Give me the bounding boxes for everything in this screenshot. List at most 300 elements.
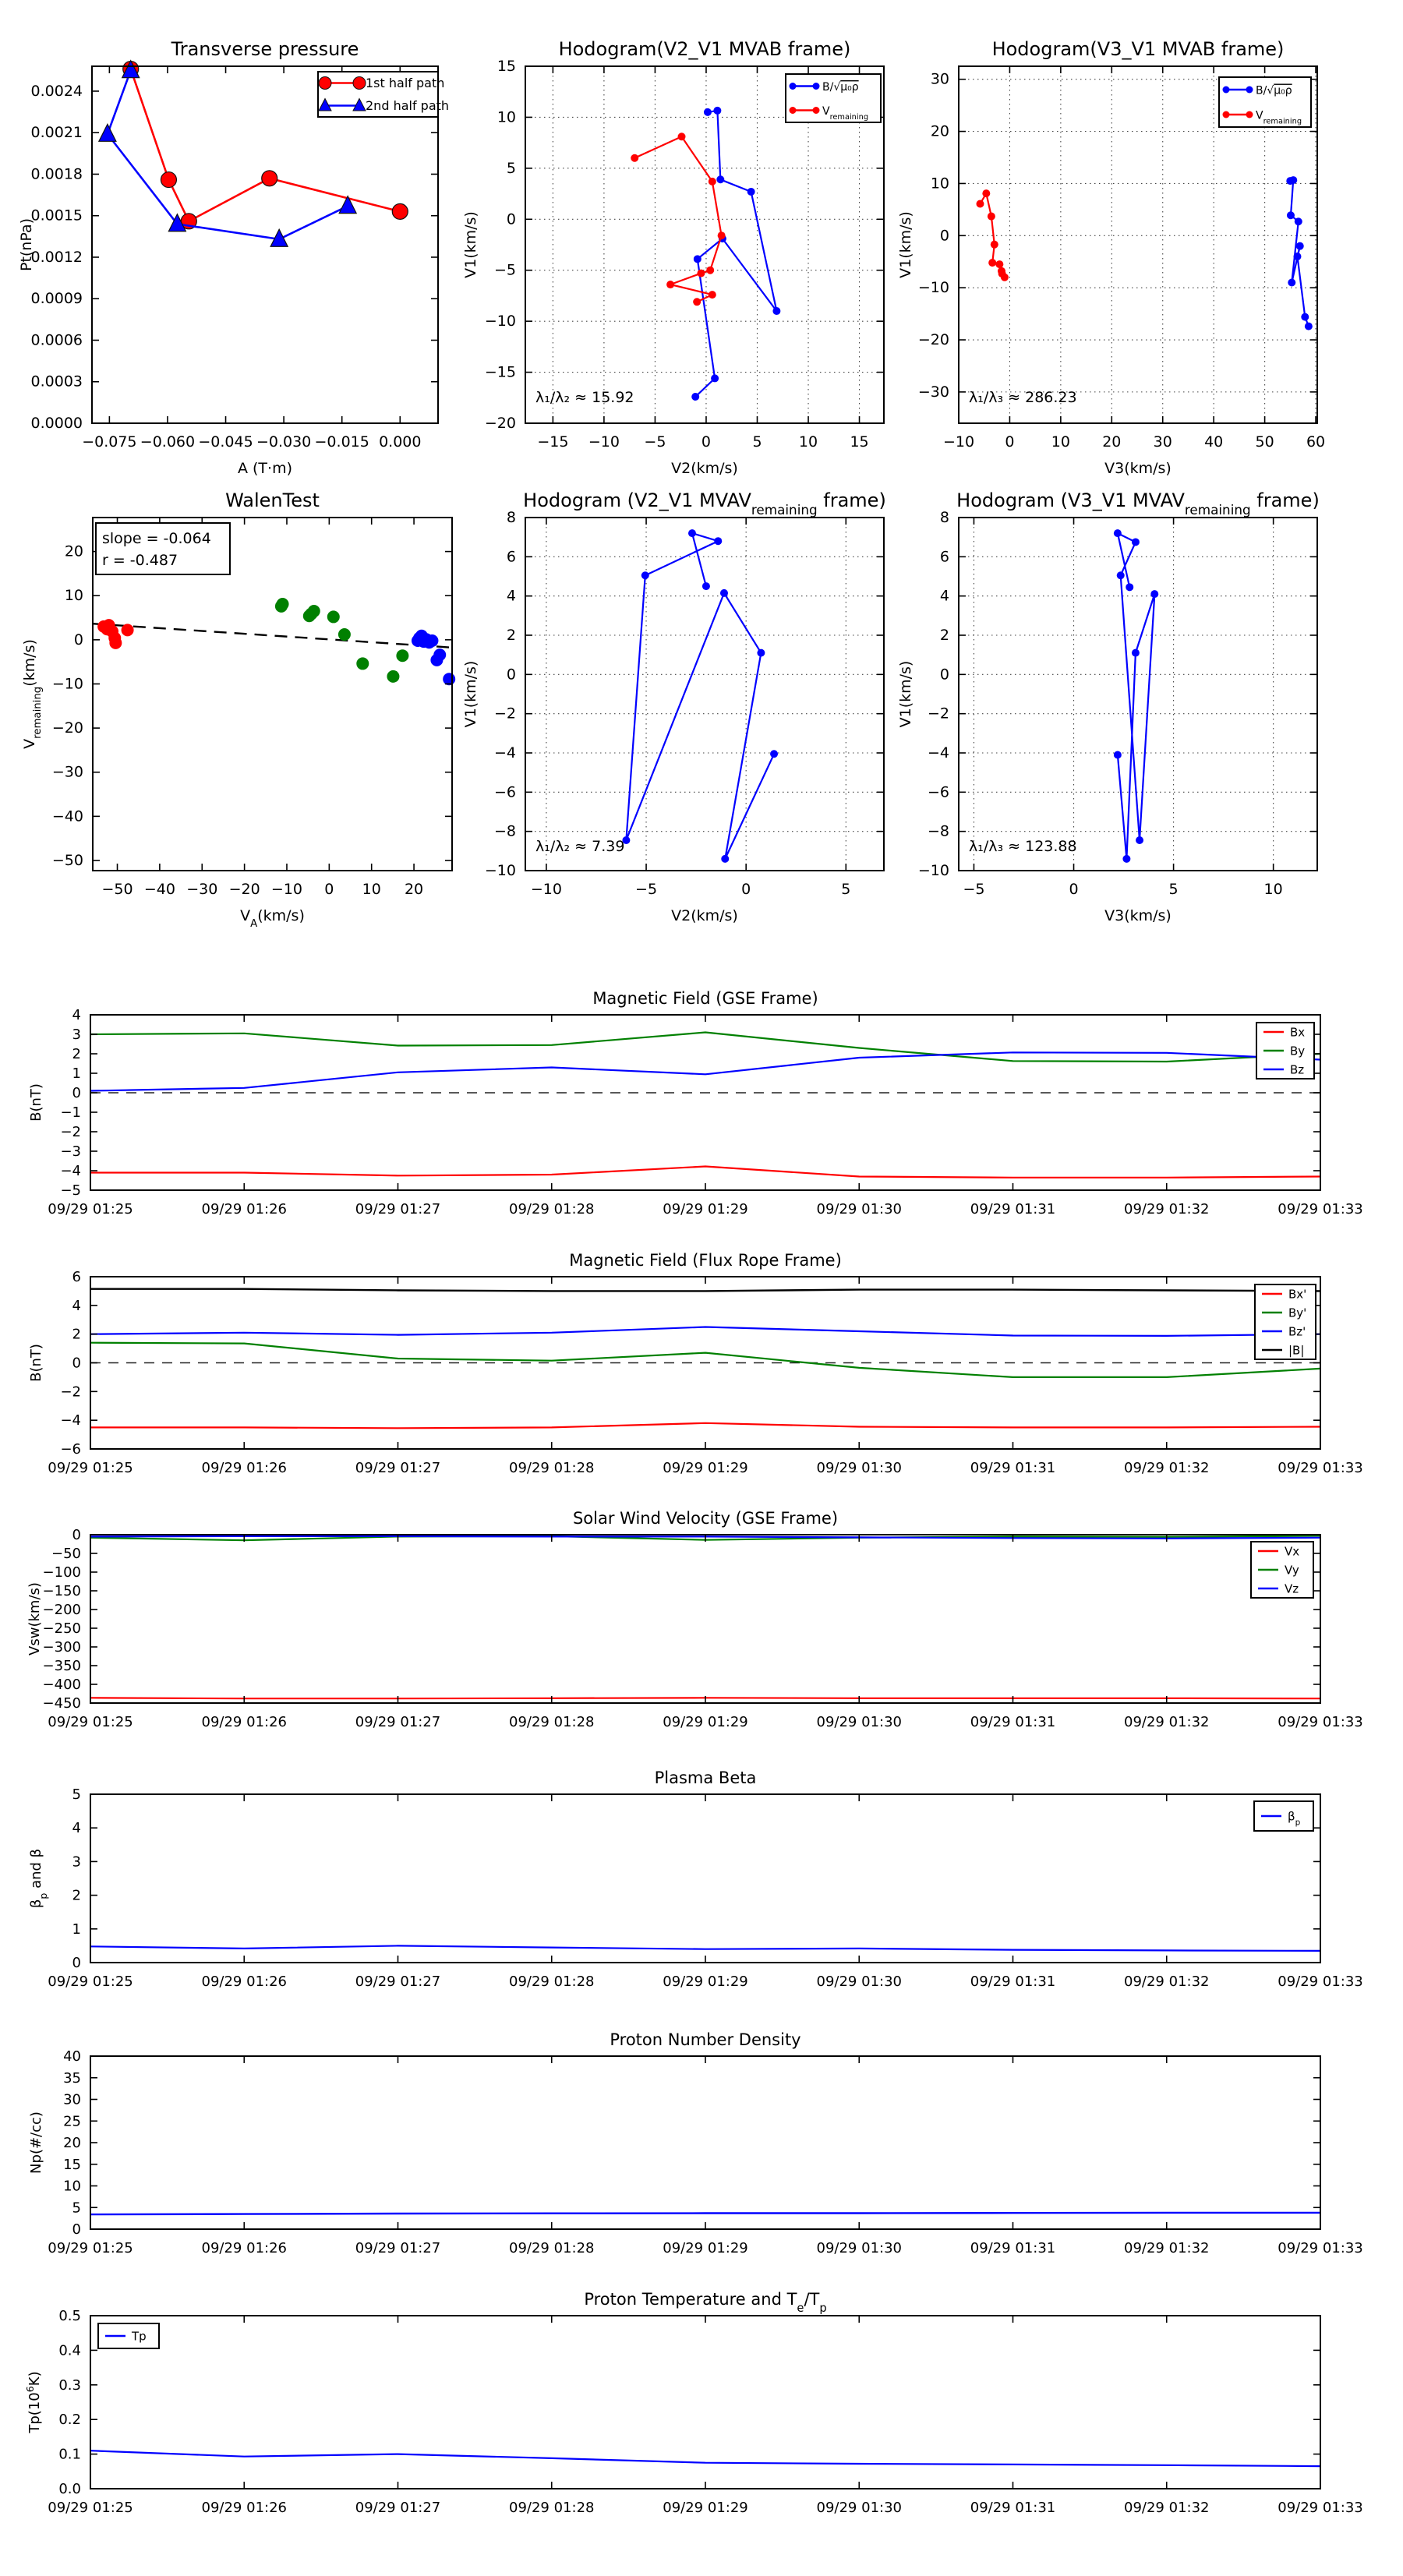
hodogram-v3v1-mvab-legend-marker (1246, 111, 1253, 118)
hodogram-v3v1-mvav-ytick-label: 0 (939, 666, 949, 684)
hodogram-v2v1-mvab-marker-B-over-sqrt-mu0rho (694, 255, 702, 263)
hodogram-v2v1-mvab-legend-marker (813, 107, 820, 114)
hodogram-v3v1-mvav-marker-V-path (1122, 855, 1130, 863)
magnetic-field-gse-ytick-label: −2 (60, 1124, 81, 1140)
transverse-pressure-marker-1st-half-path (262, 171, 277, 186)
hodogram-v3v1-mvav-xtick-label: −5 (963, 881, 985, 898)
magnetic-field-gse-xtick-label: 09/29 01:27 (355, 1201, 441, 1217)
hodogram-v3v1-mvav-ylabel: V1(km/s) (897, 660, 914, 728)
proton-temperature-ytick-label: 0.0 (58, 2481, 81, 2497)
hodogram-v2v1-mvab-legend-marker (790, 83, 797, 90)
proton-temperature-xtick-label: 09/29 01:28 (509, 2500, 595, 2516)
plasma-beta-ytick-label: 2 (72, 1887, 81, 1904)
hodogram-v3v1-mvab-marker-V-remaining (995, 260, 1003, 268)
walen-test-marker-scatter-green (396, 649, 408, 662)
proton-number-density-ytick-label: 25 (63, 2113, 81, 2130)
hodogram-v2v1-mvav-xtick-label: −10 (530, 881, 562, 898)
hodogram-v3v1-mvav-annotation: λ₁/λ₃ ≈ 123.88 (969, 838, 1077, 855)
hodogram-v2v1-mvav-xtick-label: −5 (635, 881, 658, 898)
hodogram-v2v1-mvav-ytick-label: 4 (506, 587, 516, 605)
proton-temperature-xtick-label: 09/29 01:27 (355, 2500, 441, 2516)
hodogram-v3v1-mvab-ytick-label: 10 (930, 175, 949, 193)
hodogram-v3v1-mvav-xtick-label: 10 (1263, 881, 1283, 898)
hodogram-v2v1-mvav-ytick-label: −8 (493, 822, 516, 840)
walen-test-marker-scatter-red (122, 624, 134, 636)
walen-test-xtick-label: 0 (324, 881, 334, 898)
transverse-pressure-xtick-label: 0.000 (379, 433, 422, 451)
hodogram-v2v1-mvab-legend-marker (790, 107, 797, 114)
hodogram-v3v1-mvav-ytick-label: 4 (939, 587, 949, 605)
hodogram-v2v1-mvav-marker-V-path (714, 537, 722, 545)
solar-wind-velocity-title: Solar Wind Velocity (GSE Frame) (572, 1509, 839, 1528)
hodogram-v2v1-mvab-marker-V-remaining (678, 133, 686, 140)
hodogram-v2v1-mvab-title: Hodogram(V2_V1 MVAB frame) (558, 38, 851, 60)
transverse-pressure-xtick-label: −0.075 (82, 433, 137, 451)
walen-test-ytick-label: −20 (51, 719, 83, 737)
hodogram-v3v1-mvav-xtick-label: 5 (1168, 881, 1179, 898)
hodogram-v3v1-mvav-marker-V-path (1132, 649, 1140, 657)
hodogram-v3v1-mvab-title: Hodogram(V3_V1 MVAB frame) (991, 38, 1285, 60)
hodogram-v3v1-mvab-xtick-label: 60 (1306, 433, 1326, 451)
solar-wind-velocity-legend-label: Vx (1285, 1544, 1300, 1559)
hodogram-v2v1-mvab-xtick-label: −10 (588, 433, 620, 451)
plasma-beta-xtick-label: 09/29 01:25 (48, 1974, 133, 1990)
transverse-pressure-ytick-label: 0.0024 (30, 82, 83, 100)
magnetic-field-flux-rope-xtick-label: 09/29 01:31 (970, 1460, 1056, 1476)
proton-temperature-title: Proton Temperature and $T_e/T_p$ (584, 2290, 827, 2315)
solar-wind-velocity-xtick-label: 09/29 01:33 (1278, 1714, 1363, 1730)
walen-test-xtick-label: −50 (101, 881, 133, 898)
hodogram-v2v1-mvav-ytick-label: 0 (506, 666, 516, 684)
hodogram-v2v1-mvav-ytick-label: −10 (484, 862, 516, 879)
hodogram-v2v1-mvav-ytick-label: 2 (506, 627, 516, 644)
hodogram-v2v1-mvab-xlabel: V2(km/s) (671, 460, 738, 477)
hodogram-v3v1-mvav-ytick-label: 6 (939, 548, 949, 566)
proton-temperature-xtick-label: 09/29 01:32 (1124, 2500, 1210, 2516)
proton-number-density-xtick-label: 09/29 01:28 (509, 2240, 595, 2256)
hodogram-v2v1-mvav-ylabel: V1(km/s) (462, 660, 479, 728)
walen-test-marker-scatter-green (387, 670, 399, 683)
magnetic-field-flux-rope-legend-label: Bx' (1288, 1287, 1307, 1302)
magnetic-field-gse-xtick-label: 09/29 01:33 (1278, 1201, 1363, 1217)
solar-wind-velocity-xtick-label: 09/29 01:31 (970, 1714, 1056, 1730)
hodogram-v2v1-mvab-ytick-label: 0 (506, 210, 516, 228)
walen-test-marker-scatter-blue (433, 648, 446, 661)
proton-temperature-xtick-label: 09/29 01:33 (1278, 2500, 1363, 2516)
hodogram-v2v1-mvab-ytick-label: −15 (484, 363, 516, 381)
proton-number-density-ytick-label: 15 (63, 2156, 81, 2173)
plasma-beta-xtick-label: 09/29 01:31 (970, 1974, 1056, 1990)
solar-wind-velocity-xtick-label: 09/29 01:30 (816, 1714, 902, 1730)
plasma-beta-ytick-label: 4 (72, 1820, 81, 1837)
hodogram-v3v1-mvab-ytick-label: 30 (930, 70, 949, 88)
plasma-beta-xtick-label: 09/29 01:30 (816, 1974, 902, 1990)
proton-temperature-xtick-label: 09/29 01:26 (201, 2500, 287, 2516)
solar-wind-velocity-legend-label: Vy (1285, 1563, 1299, 1578)
magnetic-field-gse-title: Magnetic Field (GSE Frame) (592, 989, 818, 1008)
walen-test-annotation-line: slope = -0.064 (102, 530, 211, 547)
plasma-beta-legend (1254, 1801, 1313, 1831)
hodogram-v2v1-mvav-annotation: λ₁/λ₂ ≈ 7.39 (535, 838, 625, 855)
transverse-pressure-legend-marker (319, 77, 331, 90)
hodogram-v3v1-mvab-legend-label: B/√μ₀ρ (1256, 84, 1292, 97)
proton-temperature-ytick-label: 0.1 (58, 2446, 81, 2463)
magnetic-field-gse-xtick-label: 09/29 01:31 (970, 1201, 1056, 1217)
magnetic-field-gse-ytick-label: 3 (72, 1027, 81, 1043)
hodogram-v3v1-mvav-marker-V-path (1114, 529, 1122, 537)
proton-temperature-xtick-label: 09/29 01:31 (970, 2500, 1056, 2516)
solar-wind-velocity-xtick-label: 09/29 01:25 (48, 1714, 133, 1730)
transverse-pressure-xtick-label: −0.015 (314, 433, 369, 451)
hodogram-v3v1-mvab-xtick-label: 0 (1005, 433, 1015, 451)
hodogram-v2v1-mvab-legend (786, 74, 881, 122)
magnetic-field-gse-xtick-label: 09/29 01:29 (663, 1201, 748, 1217)
hodogram-v2v1-mvav-ytick-label: 8 (506, 509, 516, 526)
hodogram-v3v1-mvab-marker-V-remaining (1001, 274, 1009, 281)
hodogram-v2v1-mvab-ylabel: V1(km/s) (462, 211, 479, 278)
transverse-pressure-ytick-label: 0.0000 (30, 415, 83, 432)
proton-number-density-ytick-label: 0 (72, 2221, 81, 2238)
hodogram-v3v1-mvav-ytick-label: −6 (927, 783, 949, 801)
plasma-beta-xtick-label: 09/29 01:27 (355, 1974, 441, 1990)
magnetic-field-gse-xtick-label: 09/29 01:32 (1124, 1201, 1210, 1217)
hodogram-v2v1-mvav-marker-V-path (720, 589, 728, 597)
magnetic-field-gse-xtick-label: 09/29 01:25 (48, 1201, 133, 1217)
hodogram-v2v1-mvab-ytick-label: 5 (506, 159, 516, 177)
proton-temperature-ytick-label: 0.2 (58, 2412, 81, 2429)
plasma-beta-legend-label: $\beta_p$ (1288, 1809, 1301, 1828)
hodogram-v3v1-mvav-ytick-label: −10 (917, 862, 949, 879)
walen-test-ytick-label: 0 (73, 631, 83, 648)
hodogram-v2v1-mvab-legend-label: $V_{remaining}$ (822, 105, 869, 122)
magnetic-field-flux-rope-legend-label: By' (1288, 1306, 1307, 1320)
hodogram-v3v1-mvab-marker-V-remaining (976, 200, 984, 208)
magnetic-field-gse-xtick-label: 09/29 01:28 (509, 1201, 595, 1217)
hodogram-v3v1-mvav-marker-V-path (1117, 571, 1125, 579)
magnetic-field-gse-xtick-label: 09/29 01:30 (816, 1201, 902, 1217)
magnetic-field-gse-ytick-label: −1 (60, 1104, 81, 1121)
proton-number-density-xtick-label: 09/29 01:30 (816, 2240, 902, 2256)
proton-number-density-xtick-label: 09/29 01:27 (355, 2240, 441, 2256)
magnetic-field-gse-legend-label: Bx (1290, 1025, 1306, 1040)
walen-test-marker-scatter-green (338, 628, 351, 641)
walen-test-ytick-label: −30 (51, 763, 83, 781)
solar-wind-velocity-xtick-label: 09/29 01:32 (1124, 1714, 1210, 1730)
hodogram-v3v1-mvab-marker-B-over-sqrt-mu0rho (1295, 217, 1302, 225)
transverse-pressure-ytick-label: 0.0006 (30, 331, 83, 349)
walen-test-ytick-label: −10 (51, 675, 83, 693)
transverse-pressure-title: Transverse pressure (171, 38, 359, 60)
hodogram-v2v1-mvab-legend-label: B/√μ₀ρ (822, 81, 859, 94)
transverse-pressure-legend-label: 1st half path (366, 76, 445, 90)
proton-number-density-ytick-label: 20 (63, 2135, 81, 2151)
hodogram-v2v1-mvab-marker-B-over-sqrt-mu0rho (713, 107, 721, 115)
magnetic-field-gse-ytick-label: 2 (72, 1046, 81, 1062)
hodogram-v3v1-mvab-legend-label: $V_{remaining}$ (1256, 109, 1302, 125)
walen-test-xtick-label: 10 (362, 881, 381, 898)
walen-test-ytick-label: 10 (64, 587, 83, 605)
magnetic-field-flux-rope-ytick-label: 0 (72, 1355, 81, 1372)
magnetic-field-flux-rope-xtick-label: 09/29 01:25 (48, 1460, 133, 1476)
magnetic-field-flux-rope-legend-label: Bz' (1288, 1324, 1306, 1339)
magnetic-field-gse-ytick-label: −4 (60, 1163, 81, 1179)
hodogram-v3v1-mvav-marker-V-path (1150, 590, 1158, 598)
proton-temperature-legend (98, 2323, 159, 2348)
proton-temperature-legend-label: Tp (132, 2329, 147, 2344)
hodogram-v2v1-mvav-marker-V-path (688, 529, 696, 537)
hodogram-v2v1-mvab-xtick-label: 5 (752, 433, 762, 451)
magnetic-field-gse-ytick-label: −3 (60, 1143, 81, 1160)
hodogram-v2v1-mvav-title: Hodogram (V2_V1 $MVAV_{remaining}$ frame) (523, 489, 886, 518)
transverse-pressure-xlabel: A (T·m) (237, 460, 293, 477)
transverse-pressure-marker-1st-half-path (161, 172, 176, 188)
hodogram-v2v1-mvab-marker-V-remaining (706, 267, 714, 274)
proton-number-density-ytick-label: 30 (63, 2091, 81, 2108)
hodogram-v3v1-mvav-ytick-label: 2 (939, 627, 949, 644)
hodogram-v3v1-mvab-ytick-label: 20 (930, 122, 949, 140)
magnetic-field-gse-ytick-label: 4 (72, 1007, 81, 1023)
hodogram-v3v1-mvab-marker-B-over-sqrt-mu0rho (1301, 313, 1309, 321)
magnetic-field-flux-rope-xtick-label: 09/29 01:26 (201, 1460, 287, 1476)
proton-number-density-title: Proton Number Density (610, 2030, 801, 2049)
proton-temperature-xtick-label: 09/29 01:30 (816, 2500, 902, 2516)
hodogram-v3v1-mvab-marker-V-remaining (991, 241, 998, 249)
hodogram-v2v1-mvab-marker-B-over-sqrt-mu0rho (772, 307, 780, 315)
magnetic-field-flux-rope-xtick-label: 09/29 01:29 (663, 1460, 748, 1476)
hodogram-v3v1-mvab-xtick-label: 30 (1153, 433, 1172, 451)
solar-wind-velocity-legend (1251, 1542, 1313, 1598)
hodogram-v2v1-mvav-marker-V-path (770, 750, 778, 758)
plasma-beta-xtick-label: 09/29 01:29 (663, 1974, 748, 1990)
hodogram-v3v1-mvav-xtick-label: 0 (1069, 881, 1079, 898)
hodogram-v3v1-mvab-xlabel: V3(km/s) (1104, 460, 1172, 477)
hodogram-v3v1-mvab-xtick-label: 40 (1204, 433, 1224, 451)
magnetic-field-gse-ylabel: B(nT) (28, 1083, 44, 1122)
hodogram-v3v1-mvav-marker-V-path (1126, 583, 1133, 591)
hodogram-v2v1-mvav-marker-V-path (757, 649, 765, 657)
walen-test-marker-scatter-red (109, 637, 122, 649)
solar-wind-velocity-ytick-label: −150 (42, 1583, 81, 1599)
hodogram-v2v1-mvab-marker-B-over-sqrt-mu0rho (711, 374, 719, 382)
hodogram-v2v1-mvav-ytick-label: −4 (493, 744, 516, 761)
hodogram-v2v1-mvab-ytick-label: −5 (493, 261, 516, 279)
magnetic-field-flux-rope-legend (1255, 1284, 1316, 1359)
hodogram-v3v1-mvab-legend-marker (1246, 87, 1253, 94)
hodogram-v3v1-mvab-marker-B-over-sqrt-mu0rho (1287, 211, 1295, 219)
hodogram-v2v1-mvab-xtick-label: −5 (644, 433, 666, 451)
proton-temperature-ytick-label: 0.4 (58, 2342, 81, 2359)
transverse-pressure-marker-1st-half-path (392, 203, 408, 219)
walen-test-xtick-label: 20 (404, 881, 424, 898)
proton-number-density-ytick-label: 35 (63, 2069, 81, 2087)
magnetic-field-flux-rope-xtick-label: 09/29 01:28 (509, 1460, 595, 1476)
magnetic-field-flux-rope-ytick-label: −6 (60, 1441, 81, 1458)
plasma-beta-ytick-label: 5 (72, 1786, 81, 1803)
plasma-beta-xtick-label: 09/29 01:28 (509, 1974, 595, 1990)
hodogram-v3v1-mvab-ytick-label: −20 (917, 331, 949, 349)
hodogram-v3v1-mvav-ytick-label: −2 (927, 705, 949, 723)
walen-test-xtick-label: −30 (186, 881, 218, 898)
proton-number-density-ytick-label: 10 (63, 2178, 81, 2195)
hodogram-v3v1-mvab-ytick-label: −30 (917, 383, 949, 401)
walen-test-xtick-label: −40 (143, 881, 175, 898)
plasma-beta-ytick-label: 3 (72, 1853, 81, 1871)
hodogram-v3v1-mvav-ytick-label: 8 (939, 509, 949, 526)
hodogram-v3v1-mvab-marker-B-over-sqrt-mu0rho (1289, 176, 1297, 184)
solar-wind-velocity-legend-label: Vz (1285, 1581, 1299, 1596)
hodogram-v3v1-mvab-xtick-label: −10 (942, 433, 975, 451)
hodogram-v2v1-mvab-ytick-label: −10 (484, 313, 516, 330)
solar-wind-velocity-ytick-label: −400 (42, 1677, 81, 1693)
transverse-pressure-ytick-label: 0.0003 (30, 373, 83, 390)
walen-test-xlabel: $V_A(km/s)$ (240, 907, 305, 930)
magnetic-field-flux-rope-legend-label: |B| (1288, 1343, 1305, 1358)
solar-wind-velocity-ytick-label: −350 (42, 1658, 81, 1674)
magnetic-field-flux-rope-ylabel: B(nT) (28, 1344, 44, 1382)
hodogram-v3v1-mvab-annotation: λ₁/λ₃ ≈ 286.23 (969, 389, 1077, 406)
hodogram-v2v1-mvab-xtick-label: 15 (850, 433, 869, 451)
hodogram-v3v1-mvab-xtick-label: 20 (1102, 433, 1122, 451)
magnetic-field-gse-ytick-label: 1 (72, 1065, 81, 1082)
proton-temperature-ytick-label: 0.3 (58, 2376, 81, 2394)
transverse-pressure-legend-marker (353, 77, 366, 90)
solar-wind-velocity-xtick-label: 09/29 01:28 (509, 1714, 595, 1730)
hodogram-v2v1-mvab-ytick-label: 10 (497, 108, 516, 126)
magnetic-field-flux-rope-xtick-label: 09/29 01:27 (355, 1460, 441, 1476)
transverse-pressure-xtick-label: −0.045 (198, 433, 253, 451)
hodogram-v2v1-mvav-xtick-label: 5 (841, 881, 851, 898)
hodogram-v3v1-mvab-marker-B-over-sqrt-mu0rho (1296, 242, 1304, 250)
transverse-pressure-ytick-label: 0.0012 (30, 248, 83, 266)
plasma-beta-xtick-label: 09/29 01:32 (1124, 1974, 1210, 1990)
hodogram-v3v1-mvab-marker-B-over-sqrt-mu0rho (1288, 278, 1295, 286)
hodogram-v2v1-mvab-xtick-label: −15 (537, 433, 569, 451)
walen-test-marker-scatter-green (356, 657, 369, 670)
solar-wind-velocity-ytick-label: −50 (51, 1546, 81, 1562)
hodogram-v3v1-mvab-marker-B-over-sqrt-mu0rho (1293, 253, 1301, 260)
plasma-beta-ytick-label: 1 (72, 1921, 81, 1938)
hodogram-v2v1-mvav-ytick-label: 6 (506, 548, 516, 566)
proton-number-density-xtick-label: 09/29 01:33 (1278, 2240, 1363, 2256)
hodogram-v2v1-mvab-marker-B-over-sqrt-mu0rho (691, 393, 699, 401)
proton-number-density-xtick-label: 09/29 01:26 (201, 2240, 287, 2256)
hodogram-v3v1-mvab-legend-marker (1223, 87, 1230, 94)
plasma-beta-xtick-label: 09/29 01:26 (201, 1974, 287, 1990)
walen-test-marker-scatter-green (277, 598, 289, 610)
proton-temperature-ylabel: $Tp(10^6K)$ (23, 2371, 43, 2433)
proton-number-density-ylabel: Np(#/cc) (28, 2111, 44, 2174)
plasma-beta-ylabel: $\beta_p$ and β (28, 1848, 49, 1909)
hodogram-v3v1-mvab-ytick-label: −10 (917, 279, 949, 297)
transverse-pressure-xtick-label: −0.030 (256, 433, 312, 451)
magnetic-field-flux-rope-xtick-label: 09/29 01:30 (816, 1460, 902, 1476)
transverse-pressure-xtick-label: −0.060 (140, 433, 196, 451)
magnetic-field-gse-legend (1256, 1023, 1314, 1079)
hodogram-v2v1-mvab-xtick-label: 0 (701, 433, 712, 451)
solar-wind-velocity-xtick-label: 09/29 01:26 (201, 1714, 287, 1730)
proton-number-density-xtick-label: 09/29 01:25 (48, 2240, 133, 2256)
solar-wind-velocity-ytick-label: −100 (42, 1564, 81, 1581)
hodogram-v2v1-mvab-xtick-label: 10 (798, 433, 818, 451)
hodogram-v2v1-mvab-marker-V-remaining (631, 154, 638, 162)
walen-test-marker-scatter-blue (426, 634, 438, 647)
magnetic-field-flux-rope-title: Magnetic Field (Flux Rope Frame) (569, 1251, 842, 1270)
hodogram-v3v1-mvab-legend-marker (1223, 111, 1230, 118)
hodogram-v2v1-mvab-marker-V-remaining (693, 298, 701, 306)
magnetic-field-flux-rope-ytick-label: 6 (72, 1269, 81, 1285)
hodogram-v2v1-mvab-ytick-label: −20 (484, 415, 516, 432)
hodogram-v3v1-mvab-xtick-label: 50 (1255, 433, 1274, 451)
walen-test-title: WalenTest (225, 489, 320, 511)
hodogram-v3v1-mvav-ytick-label: −4 (927, 744, 949, 761)
proton-temperature-xtick-label: 09/29 01:25 (48, 2500, 133, 2516)
plasma-beta-xtick-label: 09/29 01:33 (1278, 1974, 1363, 1990)
solar-wind-velocity-xtick-label: 09/29 01:29 (663, 1714, 748, 1730)
hodogram-v2v1-mvav-ytick-label: −6 (493, 783, 516, 801)
hodogram-v2v1-mvab-ytick-label: 15 (497, 58, 516, 75)
hodogram-v2v1-mvab-marker-V-remaining (709, 178, 716, 186)
hodogram-v3v1-mvab-ytick-label: 0 (939, 227, 949, 245)
hodogram-v2v1-mvab-marker-B-over-sqrt-mu0rho (704, 108, 712, 116)
solar-wind-velocity-ytick-label: −200 (42, 1602, 81, 1618)
magnetic-field-gse-xtick-label: 09/29 01:26 (201, 1201, 287, 1217)
hodogram-v3v1-mvab-marker-V-remaining (988, 259, 996, 267)
hodogram-v2v1-mvav-marker-V-path (702, 582, 710, 590)
magnetic-field-flux-rope-ytick-label: −4 (60, 1412, 81, 1429)
transverse-pressure-ytick-label: 0.0021 (30, 124, 83, 142)
proton-temperature-xtick-label: 09/29 01:29 (663, 2500, 748, 2516)
hodogram-v3v1-mvav-marker-V-path (1132, 538, 1140, 546)
walen-test-ytick-label: −50 (51, 851, 83, 869)
hodogram-v3v1-mvav-ytick-label: −8 (927, 822, 949, 840)
walen-test-annotation-line: r = -0.487 (102, 552, 178, 569)
proton-number-density-xtick-label: 09/29 01:31 (970, 2240, 1056, 2256)
hodogram-v3v1-mvav-title: Hodogram (V3_V1 $MVAV_{remaining}$ frame) (956, 489, 1320, 518)
solar-wind-velocity-ytick-label: 0 (72, 1527, 81, 1543)
transverse-pressure-ylabel: Pt(nPa) (18, 217, 35, 272)
magnetic-field-gse-ytick-label: 0 (72, 1085, 81, 1101)
plasma-beta-ytick-label: 0 (72, 1955, 81, 1971)
hodogram-v2v1-mvav-ytick-label: −2 (493, 705, 516, 723)
transverse-pressure-ytick-label: 0.0009 (30, 290, 83, 308)
hodogram-v2v1-mvav-xlabel: V2(km/s) (671, 907, 738, 924)
walen-test-ylabel: $V_{remaining}(km/s)$ (21, 639, 44, 749)
hodogram-v2v1-mvab-annotation: λ₁/λ₂ ≈ 15.92 (535, 389, 634, 406)
hodogram-v2v1-mvab-marker-V-remaining (666, 281, 674, 288)
plasma-beta-title: Plasma Beta (654, 1769, 757, 1787)
magnetic-field-gse-legend-label: Bz (1290, 1062, 1305, 1077)
transverse-pressure-legend-label: 2nd half path (366, 98, 450, 113)
hodogram-v2v1-mvab-marker-B-over-sqrt-mu0rho (716, 175, 724, 183)
solar-wind-velocity-ytick-label: −300 (42, 1639, 81, 1655)
proton-number-density-ytick-label: 5 (72, 2200, 81, 2217)
walen-test-ytick-label: −40 (51, 807, 83, 825)
hodogram-v2v1-mvab-legend-marker (813, 83, 820, 90)
walen-test-xtick-label: −20 (228, 881, 260, 898)
transverse-pressure-ytick-label: 0.0018 (30, 165, 83, 183)
magnetic-field-gse-ytick-label: −5 (60, 1182, 81, 1199)
hodogram-v2v1-mvav-marker-V-path (721, 855, 729, 863)
proton-number-density-xtick-label: 09/29 01:32 (1124, 2240, 1210, 2256)
walen-test-ytick-label: 20 (64, 542, 83, 560)
magnetic-field-flux-rope-ytick-label: −2 (60, 1383, 81, 1401)
transverse-pressure-ytick-label: 0.0015 (30, 207, 83, 224)
magnetic-field-flux-rope-legend-box (1255, 1284, 1316, 1359)
walen-test-xtick-label: −10 (270, 881, 303, 898)
solar-wind-velocity-ytick-label: −250 (42, 1620, 81, 1637)
hodogram-v3v1-mvav-marker-V-path (1136, 836, 1143, 844)
hodogram-v3v1-mvav-xlabel: V3(km/s) (1104, 907, 1172, 924)
